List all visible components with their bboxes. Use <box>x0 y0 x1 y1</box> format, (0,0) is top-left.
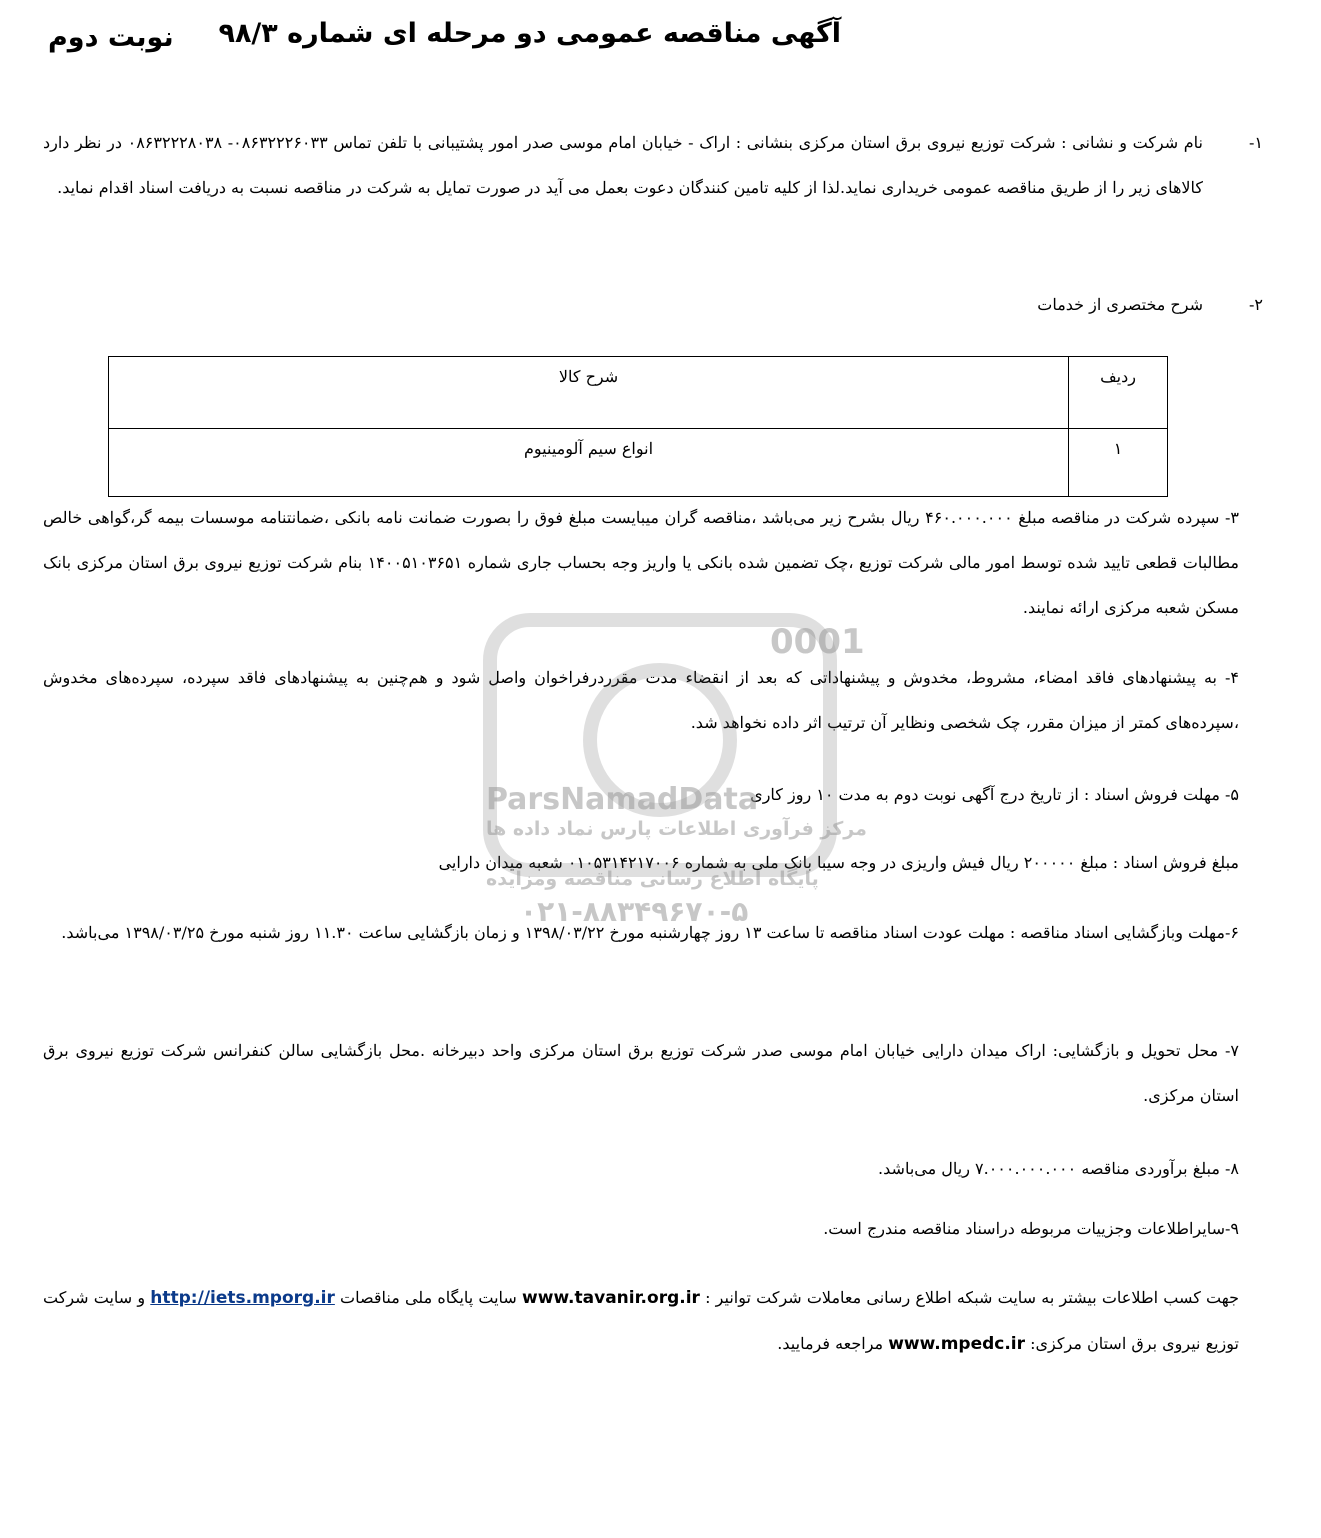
section-2-text: شرح مختصری از خدمات <box>1037 295 1203 314</box>
mpedc-site-link[interactable]: www.mpedc.ir <box>888 1334 1026 1354</box>
section-1-number: ۱- <box>1249 133 1263 152</box>
row-desc-cell: انواع سیم آلومینیوم <box>109 429 1069 497</box>
notice-title: آگهی مناقصه عمومی دو مرحله ای شماره ۹۸/۳ <box>218 18 841 49</box>
section-2-services <box>303 282 1263 327</box>
watermark-line-1: مرکز فرآوری اطلاعات پارس نماد داده ها <box>486 818 867 840</box>
section-7-delivery: ۷- محل تحویل و بازگشایی: اراک میدان دارایی خیابان امام موسی صدر شرکت توزیع برق استان مرکزی واحد دبیرخانه .محل بازگشایی سالن کنفرانس شرکت توزیع نیروی برق استان مرکزی. <box>43 1041 1239 1105</box>
iets-site-link[interactable]: http://iets.mporg.ir <box>150 1288 335 1308</box>
section-3-deposit: ۳- سپرده شرکت در مناقصه مبلغ ۴۶۰.۰۰۰.۰۰۰ ریال بشرح زیر می‌باشد ،مناقصه گران میبایست مبلغ فوق را بصورت ضمانت نامه بانکی ،ضمانتنامه موسسات بیمه گر،گواهی خالص مطالبات قطعی تایید شده توسط امور مالی شرکت توزیع ،چک تضمین شده بانکی یا واریز وجه بحساب جاری شماره ۱۴۰۰۵۱۰۳۶۵۱ بنام شرکت توزیع نیروی برق استان مرکزی بانک مسکن شعبه مرکزی ارائه نمایند. <box>43 508 1239 617</box>
row-index-cell: ۱ <box>1069 429 1168 497</box>
watermark-phone: ۰۲۱-۸۸۳۴۹۶۷۰-۵ <box>520 895 749 928</box>
items-table-header <box>109 357 1168 429</box>
watermark-brand: ParsNamadData <box>486 782 759 817</box>
table-row <box>109 429 1168 497</box>
more-info-text-4: مراجعه فرمایید. <box>777 1334 884 1353</box>
header-index-cell: ردیف <box>1069 357 1168 429</box>
watermark-line-2: پایگاه اطلاع رسانی مناقصه ومزایده <box>486 868 819 890</box>
section-10-more-info <box>43 1275 1239 1367</box>
items-table <box>108 356 1168 497</box>
section-5-sale-deadline: ۵- مهلت فروش اسناد : از تاریخ درج آگهی نوبت دوم به مدت ۱۰ روز کاری <box>750 785 1239 804</box>
section-1-text: نام شرکت و نشانی : شرکت توزیع نیروی برق استان مرکزی بنشانی : اراک - خیابان امام موسی صدر امور پشتیبانی با تلفن تماس ۰۸۶۳۲۲۲۶۰۳۳- ۰۸۶۳۲۲۲۸۰۳۸ در نظر دارد کالاهای زیر را از طریق مناقصه عمومی خریداری نماید.لذا از کلیه تامین کنندگان دعوت بعمل می آید در صورت تمایل به شرکت در مناقصه نسبت به دریافت اسناد اقدام نماید. <box>43 133 1204 197</box>
section-9-other-info: ۹-سایراطلاعات وجزییات مربوطه دراسناد مناقصه مندرج است. <box>823 1219 1239 1238</box>
header-desc-cell: شرح کالا <box>109 357 1069 429</box>
section-5-sale-price: مبلغ فروش اسناد : مبلغ ۲۰۰۰۰۰ ریال فیش واریزی در وجه سیبا بانک ملی به شماره ۰۱۰۵۳۱۴۲۱۷۰۰۶ شعبه میدان دارایی <box>438 853 1239 872</box>
notice-turn: نوبت دوم <box>48 22 174 53</box>
section-6-opening: ۶-مهلت وبازگشایی اسناد مناقصه : مهلت عودت اسناد مناقصه تا ساعت ۱۳ روز چهارشنبه مورخ ۱۳۹۸/۰۳/۲۲ و زمان بازگشایی ساعت ۱۱.۳۰ روز شنبه مورخ ۱۳۹۸/۰۳/۲۵ می‌باشد. <box>61 923 1239 942</box>
more-info-text-2: سایت پایگاه ملی مناقصات <box>334 1288 517 1307</box>
more-info-text-1: جهت کسب اطلاعات بیشتر به سایت شبکه اطلاع رسانی معاملات شرکت توانیر : <box>705 1288 1240 1307</box>
more-info-text-3: و سایت شرکت توزیع نیروی برق استان مرکزی: <box>43 1288 1239 1353</box>
watermark-digits: 0001 <box>770 622 865 662</box>
section-1-company-info <box>43 120 1263 210</box>
tavanir-site-link[interactable]: www.tavanir.org.ir <box>522 1288 700 1308</box>
section-8-estimate: ۸- مبلغ برآوردی مناقصه ۷.۰۰۰.۰۰۰.۰۰۰ ریال می‌باشد. <box>878 1159 1239 1178</box>
section-2-number: ۲- <box>1249 295 1263 314</box>
section-4-rejections: ۴- به پیشنهادهای فاقد امضاء، مشروط، مخدوش و پیشنهاداتی که بعد از انقضاء مدت مقرردرفراخوان واصل شود و هم‌چنین به پیشنهادهای فاقد سپرده، سپرده‌های مخدوش ،سپرده‌های کمتر از میزان مقرر، چک شخصی ونظایر آن ترتیب اثر داده نخواهد شد. <box>43 668 1239 732</box>
